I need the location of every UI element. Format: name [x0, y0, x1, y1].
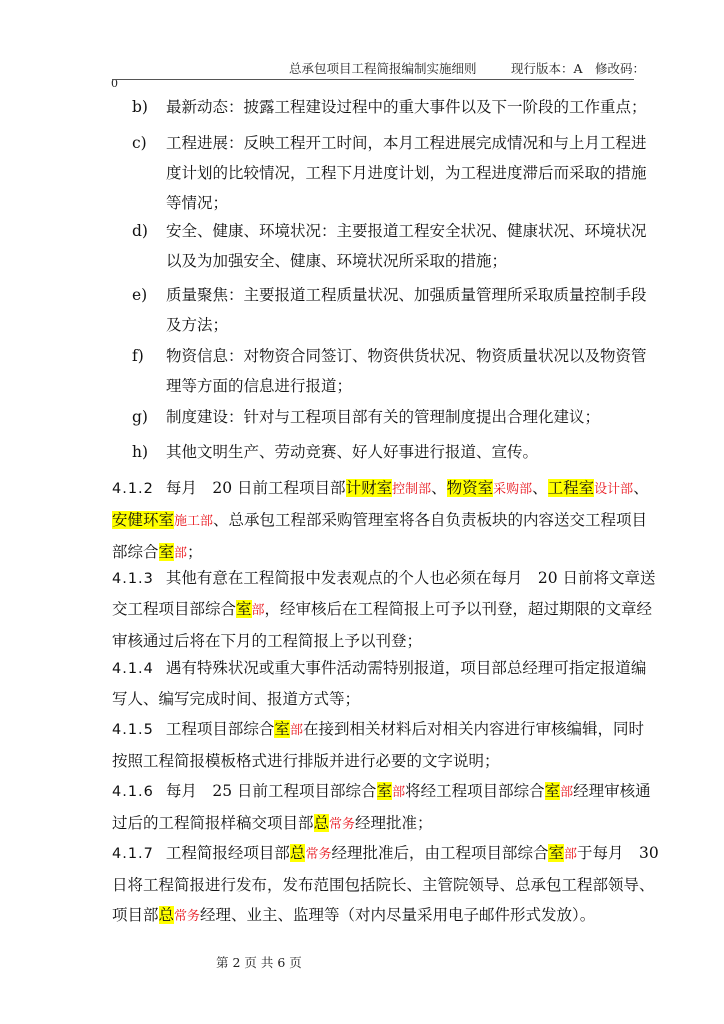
revision-mark: 常务	[174, 909, 201, 924]
clause-number: 4.1.2	[112, 481, 154, 497]
list-text-line: 等情况；	[166, 194, 229, 212]
clause-text: 工程项目部综合	[165, 720, 275, 738]
clause-text: 经理、业主、监理等（对内尽量采用电子邮件形式发放）。	[200, 906, 596, 924]
header-version: 现行版本：A 修改码：	[511, 61, 646, 76]
clause-text: 其他有意在工程简报中发表观点的个人也必须在每月 20 日前将文章送	[165, 569, 656, 587]
clause-text: 工程简报经项目部	[165, 844, 290, 862]
revision-mark: 部	[392, 785, 406, 800]
highlight: 计财室	[345, 479, 393, 497]
highlight: 室	[158, 543, 175, 561]
clause-text: ；	[187, 543, 203, 561]
list-marker: g)	[132, 408, 148, 426]
list-marker: h)	[132, 443, 149, 461]
clause-text: 在接到相关材料后对相关内容进行审核编辑，同时	[302, 720, 644, 738]
highlight: 物资室	[446, 479, 494, 497]
list-text-line: 度计划的比较情况，工程下月进度计划，为工程进度滞后而采取的措施	[166, 164, 647, 182]
page-header	[0, 59, 724, 79]
list-text-line: 及方法；	[166, 316, 229, 334]
clause-text: 、	[633, 479, 649, 497]
highlight: 工程室	[547, 479, 595, 497]
clause-number: 4.1.7	[112, 846, 154, 862]
header-divider	[112, 79, 634, 80]
revision-mark: 施工部	[174, 514, 214, 529]
clause-text: 每月 20 日前工程项目部	[165, 479, 346, 497]
list-text-line: 质量聚焦：主要报道工程质量状况、加强质量管理所采取质量控制手段	[166, 286, 647, 304]
list-marker: c)	[132, 134, 147, 152]
clause-text: 、	[532, 479, 548, 497]
list-item-e	[132, 280, 647, 340]
list-item-g	[132, 402, 632, 432]
revision-mark: 设计部	[594, 482, 634, 497]
list-marker: b)	[132, 98, 148, 116]
list-text-line: 以及为加强安全、健康、环境状况所采取的措施；	[166, 252, 508, 270]
clause-number: 4.1.4	[112, 661, 154, 677]
list-text-line: 其他文明生产、劳动竞赛、好人好事进行报道、宣传。	[166, 443, 539, 461]
clause-text: 交工程项目部综合	[112, 600, 237, 618]
clause-4-1-5	[112, 714, 644, 776]
revision-mark: 部	[560, 785, 574, 800]
list-text-line: 物资信息：对物资合同签订、物资供货状况、物资质量状况以及物资管	[166, 347, 647, 365]
list-marker: e)	[132, 286, 148, 304]
highlight: 总	[289, 844, 306, 862]
clause-4-1-6	[112, 776, 651, 840]
clause-4-1-3	[112, 563, 656, 656]
page-number: 第 2 页 共 6 页	[216, 955, 302, 970]
clause-text: 将经工程项目部综合	[405, 782, 545, 800]
list-item-b	[132, 92, 647, 122]
highlight: 室	[376, 782, 393, 800]
clause-text: 项目部	[112, 906, 159, 924]
clause-text: 每月 25 日前工程项目部综合	[165, 782, 377, 800]
list-marker: d)	[132, 222, 148, 240]
clause-text: 写人、编写完成时间、报道方式等；	[112, 690, 361, 708]
clause-4-1-4	[112, 653, 647, 714]
clause-text: 于每月 30	[577, 844, 659, 862]
list-item-c	[132, 128, 647, 218]
clause-text: 、	[431, 479, 447, 497]
clause-text: 经理审核通	[573, 782, 651, 800]
header-title: 总承包项目工程简报编制实施细则	[289, 61, 477, 76]
clause-text: ，经审核后在工程简报上可予以刊登，超过期限的文章经	[264, 600, 653, 618]
clause-number: 4.1.5	[112, 722, 154, 738]
clause-text: 日将工程简报进行发布，发布范围包括院长、主管院领导、总承包工程部领导、	[112, 876, 655, 894]
clause-text: 按照工程简报模板格式进行排版并进行必要的文字说明；	[112, 752, 500, 770]
highlight: 安健环室	[112, 511, 175, 529]
list-item-d	[132, 216, 647, 276]
header-revision-code: 0	[111, 77, 118, 90]
revision-mark: 部	[174, 546, 188, 561]
highlight: 室	[236, 600, 252, 618]
clause-number: 4.1.3	[112, 571, 154, 587]
clause-text: 审核通过后将在下月的工程简报上予以刊登；	[112, 632, 423, 650]
list-text-line: 最新动态：披露工程建设过程中的重大事件以及下一阶段的工作重点；	[166, 98, 647, 116]
revision-mark: 部	[289, 723, 303, 738]
list-text-line: 制度建设：针对与工程项目部有关的管理制度提出合理化建议；	[166, 408, 601, 426]
clause-text: 经理批准；	[355, 814, 433, 832]
revision-mark: 控制部	[392, 482, 432, 497]
clause-text: 遇有特殊状况或重大事件活动需特别报道，项目部总经理可指定报道编	[165, 659, 647, 677]
highlight: 室	[274, 720, 290, 738]
clause-text: 部综合	[112, 543, 159, 561]
revision-mark: 常务	[329, 817, 356, 832]
list-item-f	[132, 341, 647, 401]
highlight: 室	[548, 844, 564, 862]
highlight: 室	[544, 782, 561, 800]
revision-mark: 部	[563, 847, 577, 862]
clause-text: 、总承包工程部采购管理室将各自负责板块的内容送交工程项目	[213, 511, 648, 529]
clause-number: 4.1.6	[112, 784, 154, 800]
clause-4-1-2	[112, 473, 649, 569]
clause-4-1-7	[112, 838, 659, 932]
revision-mark: 采购部	[493, 482, 533, 497]
list-marker: f)	[132, 347, 144, 365]
clause-text: 经理批准后，由工程项目部综合	[331, 844, 549, 862]
list-text-line: 工程进展：反映工程开工时间，本月工程进展完成情况和与上月工程进	[166, 134, 647, 152]
clause-text: 过后的工程简报样稿交项目部	[112, 814, 314, 832]
highlight: 总	[158, 906, 175, 924]
list-text-line: 安全、健康、环境状况：主要报道工程安全状况、健康状况、环境状况	[166, 222, 647, 240]
revision-mark: 部	[251, 603, 265, 618]
highlight: 总	[313, 814, 330, 832]
list-item-h	[132, 437, 632, 467]
list-text-line: 理等方面的信息进行报道；	[166, 377, 353, 395]
revision-mark: 常务	[305, 847, 332, 862]
